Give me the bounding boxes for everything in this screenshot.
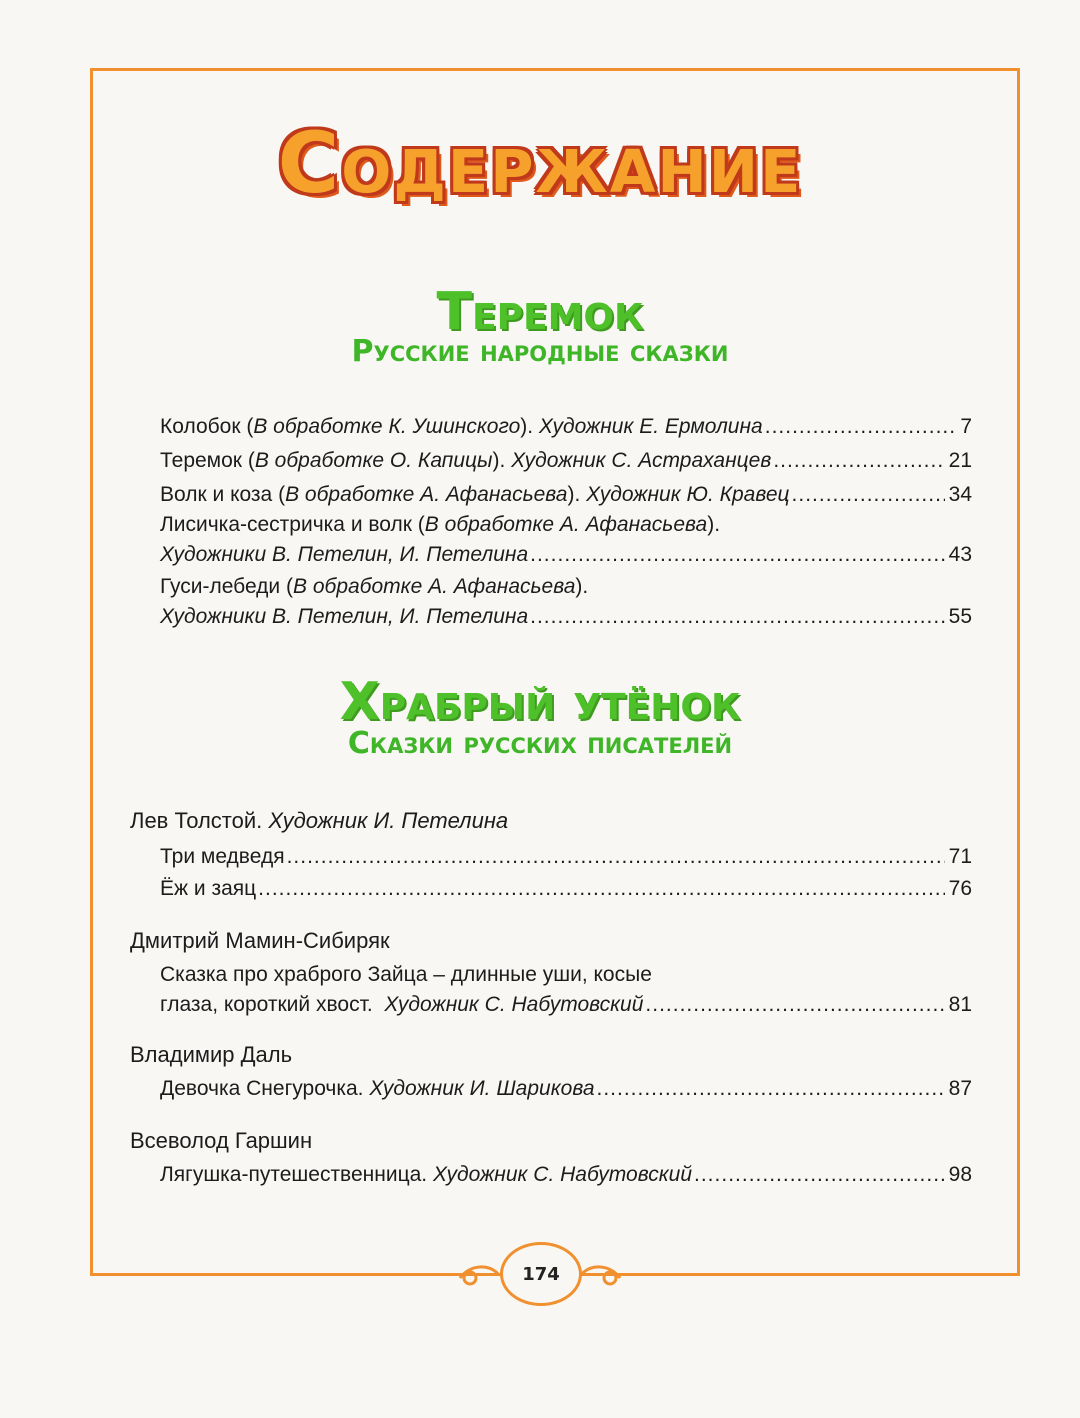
section1-subtitle: Русские народные сказки <box>351 334 729 369</box>
entry-page: 43 <box>948 543 972 566</box>
dot-leader <box>597 1074 945 1104</box>
entry-illustrator: Художник С. Астраханцев <box>511 449 772 472</box>
section2-title: Храбрый утёнок <box>339 672 741 732</box>
author-name: Лев Толстой. <box>130 808 263 833</box>
entry-title: Девочка Снегурочка. <box>160 1077 364 1100</box>
author-illustrator: Художник И. Петелина <box>268 808 509 833</box>
entry-page: 21 <box>948 449 972 472</box>
entry-page: 76 <box>948 877 972 900</box>
toc-entry[interactable] <box>160 480 972 510</box>
entry-page: 34 <box>948 483 972 506</box>
entry-title: Волк и коза ( <box>160 483 286 506</box>
dot-leader <box>530 602 945 632</box>
entry-illustrator: Художники В. Петелин, И. Петелина <box>160 605 529 628</box>
page-title: Содержание <box>277 114 803 212</box>
toc-entry[interactable] <box>160 412 972 442</box>
entry-title-cont: глаза, короткий хвост. <box>160 993 373 1016</box>
entry-title: Ёж и заяц <box>160 877 257 900</box>
dot-leader <box>792 480 945 510</box>
toc-entry[interactable] <box>160 874 972 904</box>
entry-title: Три медведя <box>160 845 285 868</box>
toc-entry[interactable] <box>160 446 972 476</box>
dot-leader <box>530 540 945 570</box>
dot-leader <box>645 990 944 1020</box>
toc-entry[interactable] <box>160 572 972 632</box>
entry-editor: В обработке О. Капицы <box>254 449 493 472</box>
entry-page: 55 <box>948 605 972 628</box>
entry-page: 87 <box>948 1077 972 1100</box>
dot-leader <box>258 874 944 904</box>
dot-leader <box>765 412 957 442</box>
entry-illustrator: Художник Е. Ермолина <box>538 415 763 438</box>
toc-entry[interactable] <box>160 960 972 1020</box>
entry-page: 98 <box>948 1163 972 1186</box>
entry-close: ). <box>520 415 534 438</box>
entry-title: Лягушка-путешественница. <box>160 1163 428 1186</box>
toc-entry[interactable] <box>160 842 972 872</box>
author-name: Всеволод Гаршин <box>130 1128 313 1153</box>
entry-editor: В обработке А. Афанасьева <box>285 483 568 506</box>
dot-leader <box>694 1160 945 1190</box>
author-name: Дмитрий Мамин-Сибиряк <box>130 928 390 953</box>
entry-page: 7 <box>960 415 972 438</box>
dot-leader <box>773 446 944 476</box>
entry-close: ). <box>567 483 581 506</box>
entry-editor: В обработке К. Ушинского <box>253 415 521 438</box>
author-name: Владимир Даль <box>130 1042 293 1067</box>
section1-title: Теремок <box>436 282 644 342</box>
entry-page: 81 <box>948 993 972 1016</box>
toc-entry[interactable] <box>160 510 972 570</box>
entry-illustrator: Художник С. Набутовский <box>432 1163 693 1186</box>
entry-editor: В обработке А. Афанасьева <box>424 513 708 536</box>
dot-leader <box>287 842 945 872</box>
entry-close: ). <box>492 449 506 472</box>
entry-title: Сказка про храброго Зайца – длинные уши, косые <box>160 963 652 986</box>
toc-entry[interactable] <box>160 1074 972 1104</box>
author-heading <box>130 806 508 836</box>
entry-title: Лисичка-сестричка и волк ( <box>160 513 425 536</box>
section2-subtitle: Сказки русских писателей <box>347 726 733 761</box>
entry-title: Гуси-лебеди ( <box>160 575 293 598</box>
entry-illustrator: Художник С. Набутовский <box>384 993 644 1016</box>
entry-illustrator: Художник И. Шарикова <box>369 1077 595 1100</box>
entry-editor: В обработке А. Афанасьева <box>292 575 576 598</box>
entry-close: ). <box>707 513 721 536</box>
entry-illustrator: Художник Ю. Кравец <box>586 483 790 506</box>
toc-entry[interactable] <box>160 1160 972 1190</box>
entry-title: Теремок ( <box>160 449 255 472</box>
entry-illustrator: Художники В. Петелин, И. Петелина <box>160 543 529 566</box>
entry-page: 71 <box>948 845 972 868</box>
page-number: 174 <box>500 1242 582 1306</box>
entry-close: ). <box>575 575 589 598</box>
entry-title: Колобок ( <box>160 415 254 438</box>
